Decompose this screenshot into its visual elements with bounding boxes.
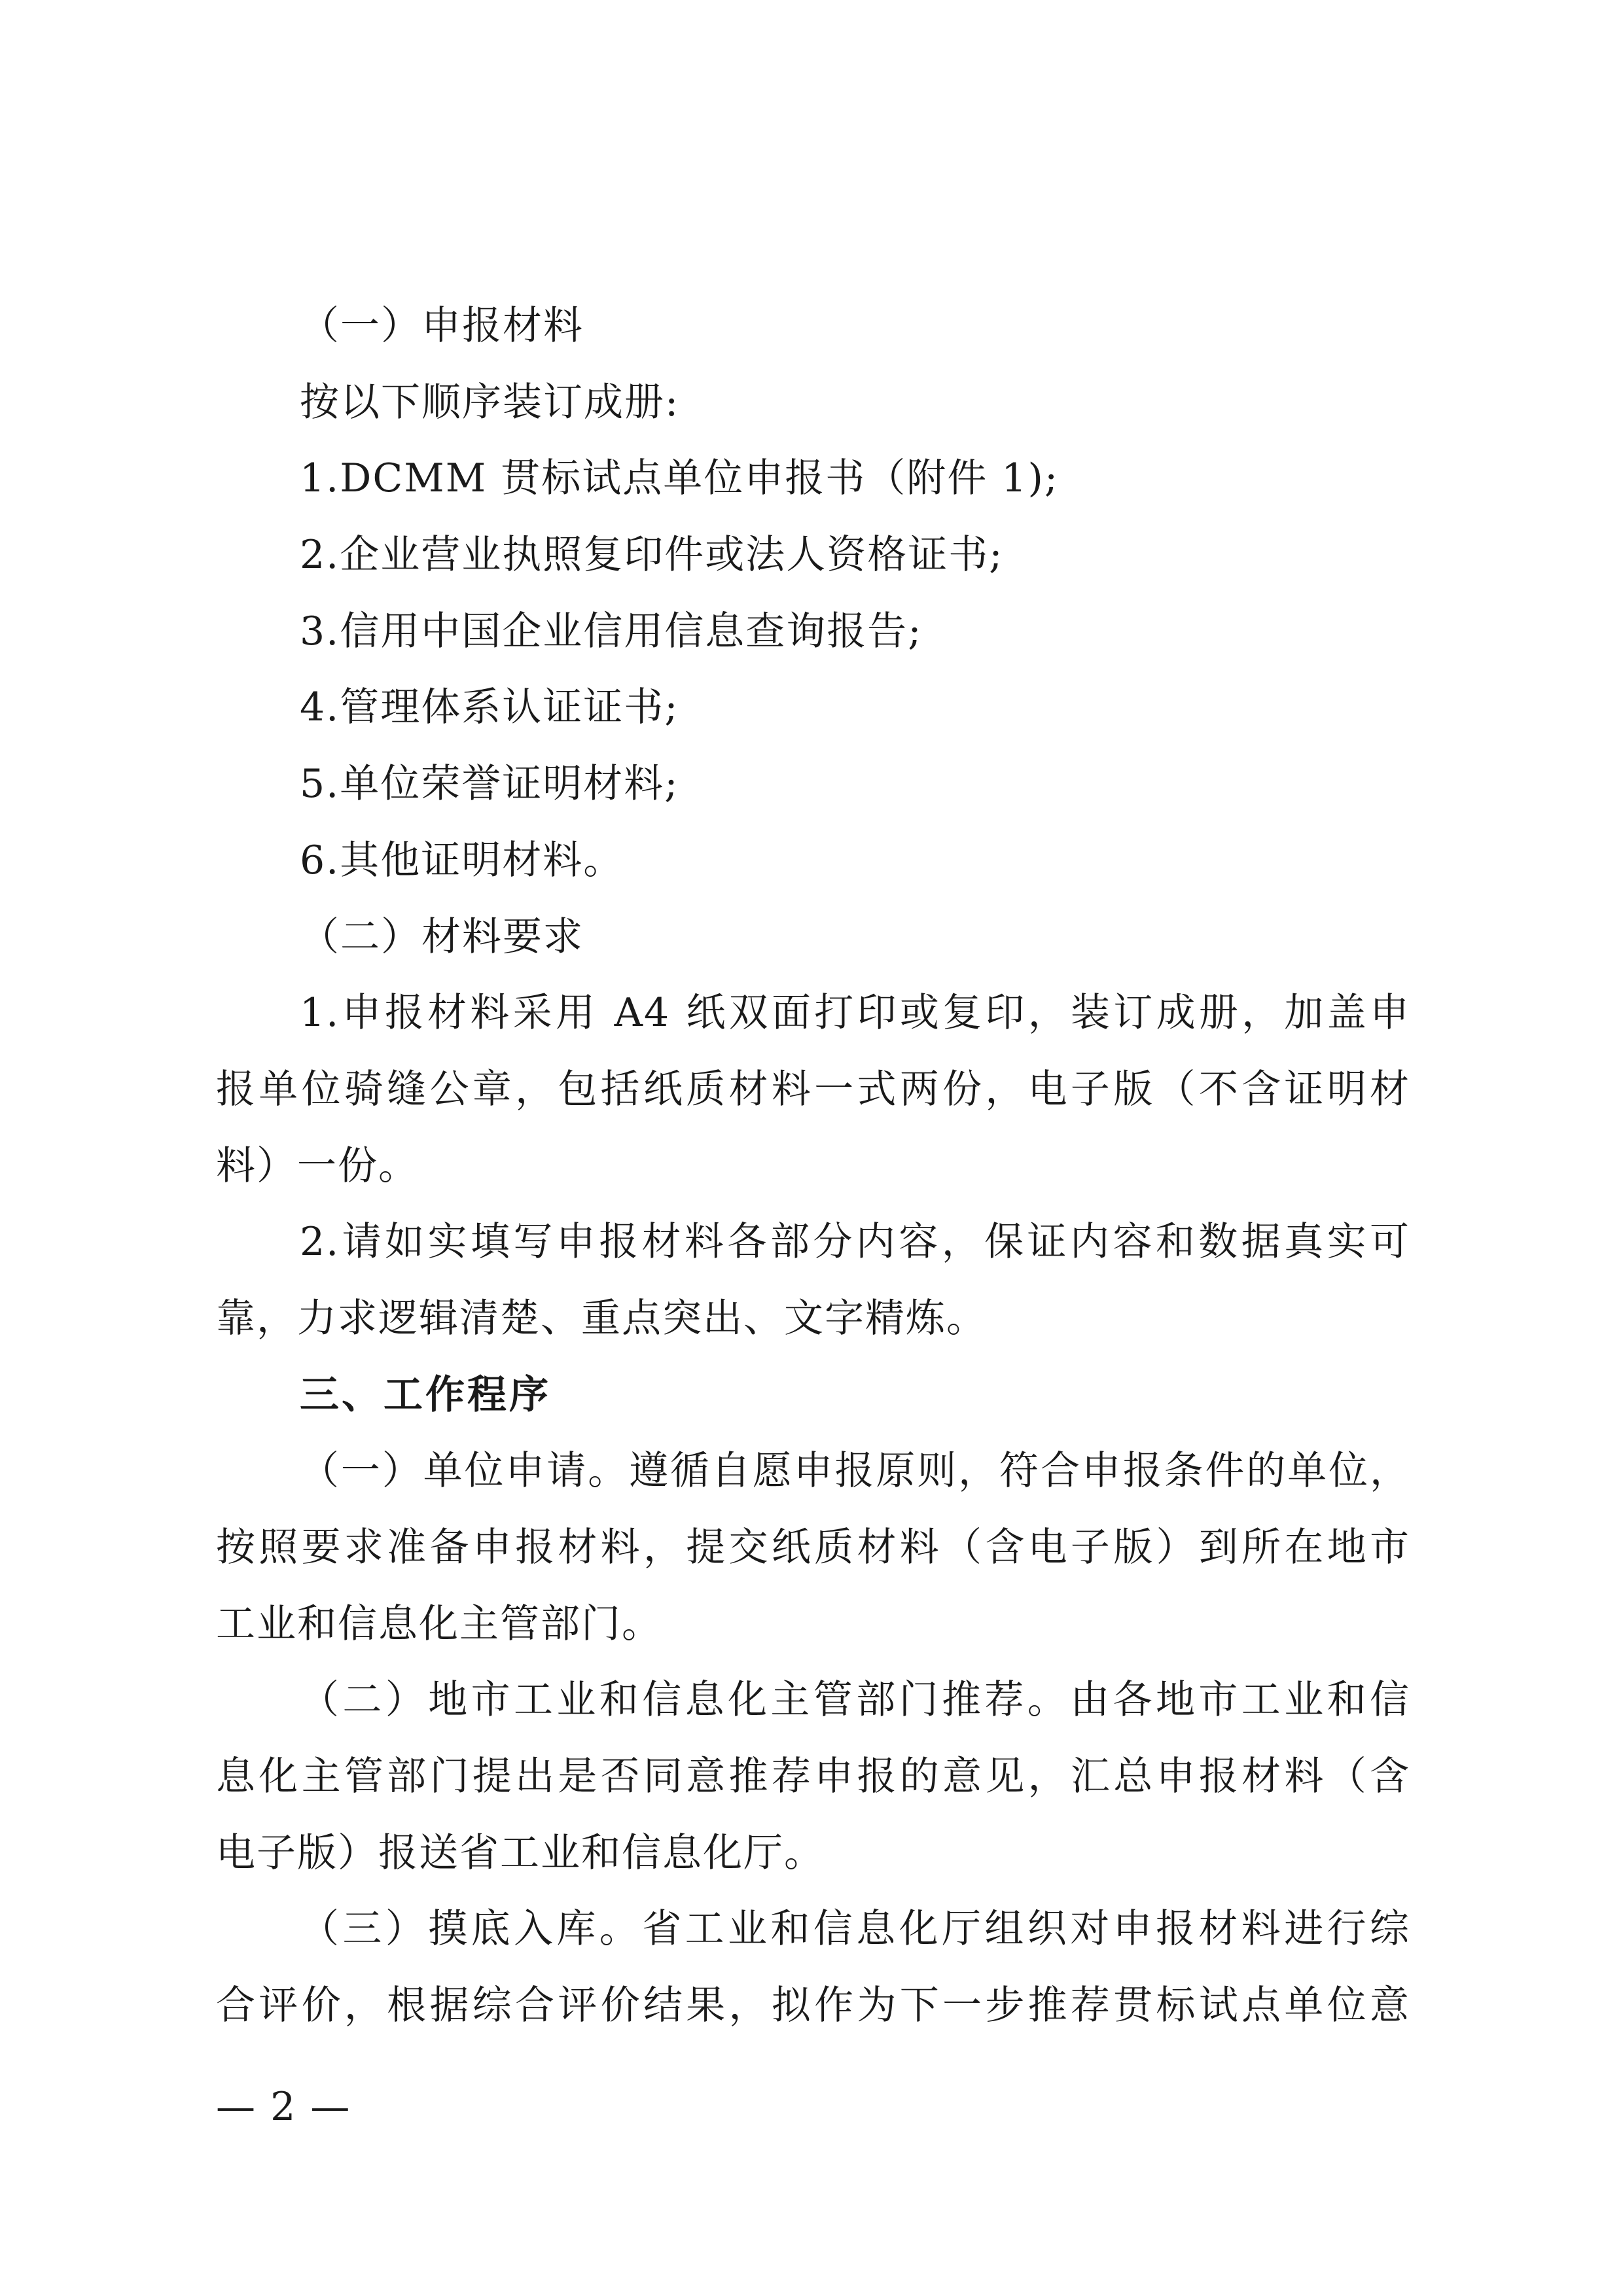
paragraph-step-1-line-1: （一）单位申请。遵循自愿申报原则，符合申报条件的单位， — [300, 1448, 1410, 1494]
paragraph-requirement-1-line-2: 报单位骑缝公章，包括纸质材料一式两份，电子版（不含证明材 — [216, 1066, 1410, 1112]
paragraph-step-2-line-2: 息化主管部门提出是否同意推荐申报的意见，汇总申报材料（含 — [216, 1754, 1410, 1800]
paragraph-step-2-line-3: 电子版）报送省工业和信息化厅。 — [216, 1829, 825, 1876]
paragraph-step-3-line-2: 合评价，根据综合评价结果，拟作为下一步推荐贯标试点单位意 — [216, 1983, 1410, 2029]
subheading-material-requirements: （二）材料要求 — [300, 913, 584, 960]
page-number: — 2 — — [216, 2084, 351, 2130]
section-heading-work-procedure: 三、工作程序 — [300, 1371, 551, 1418]
list-item-4: 4.管理体系认证证书; — [300, 684, 679, 731]
paragraph-step-1-line-3: 工业和信息化主管部门。 — [216, 1600, 662, 1647]
paragraph-requirement-1-line-1: 1.申报材料采用 A4 纸双面打印或复印，装订成册，加盖申 — [300, 990, 1410, 1036]
paragraph-binding-order: 按以下顺序装订成册: — [300, 379, 680, 425]
list-item-2: 2.企业营业执照复印件或法人资格证书; — [300, 532, 1004, 578]
list-item-3: 3.信用中国企业信用信息查询报告; — [300, 608, 923, 654]
list-item-6: 6.其他证明材料。 — [300, 837, 624, 883]
paragraph-step-3-line-1: （三）摸底入库。省工业和信息化厅组织对申报材料进行综 — [300, 1906, 1410, 1952]
paragraph-step-2-line-1: （二）地市工业和信息化主管部门推荐。由各地市工业和信 — [300, 1677, 1410, 1723]
subheading-application-materials: （一）申报材料 — [300, 303, 584, 349]
document-body — [216, 288, 1410, 2044]
paragraph-requirement-2-line-1: 2.请如实填写申报材料各部分内容，保证内容和数据真实可 — [300, 1219, 1410, 1265]
paragraph-step-1-line-2: 按照要求准备申报材料，提交纸质材料（含电子版）到所在地市 — [216, 1525, 1410, 1570]
paragraph-requirement-1-line-3: 料）一份。 — [216, 1142, 419, 1189]
list-item-1: 1.DCMM 贯标试点单位申报书（附件 1); — [300, 455, 1060, 502]
list-item-5: 5.单位荣誉证明材料; — [300, 761, 679, 807]
paragraph-requirement-2-line-2: 靠，力求逻辑清楚、重点突出、文字精炼。 — [216, 1295, 987, 1341]
